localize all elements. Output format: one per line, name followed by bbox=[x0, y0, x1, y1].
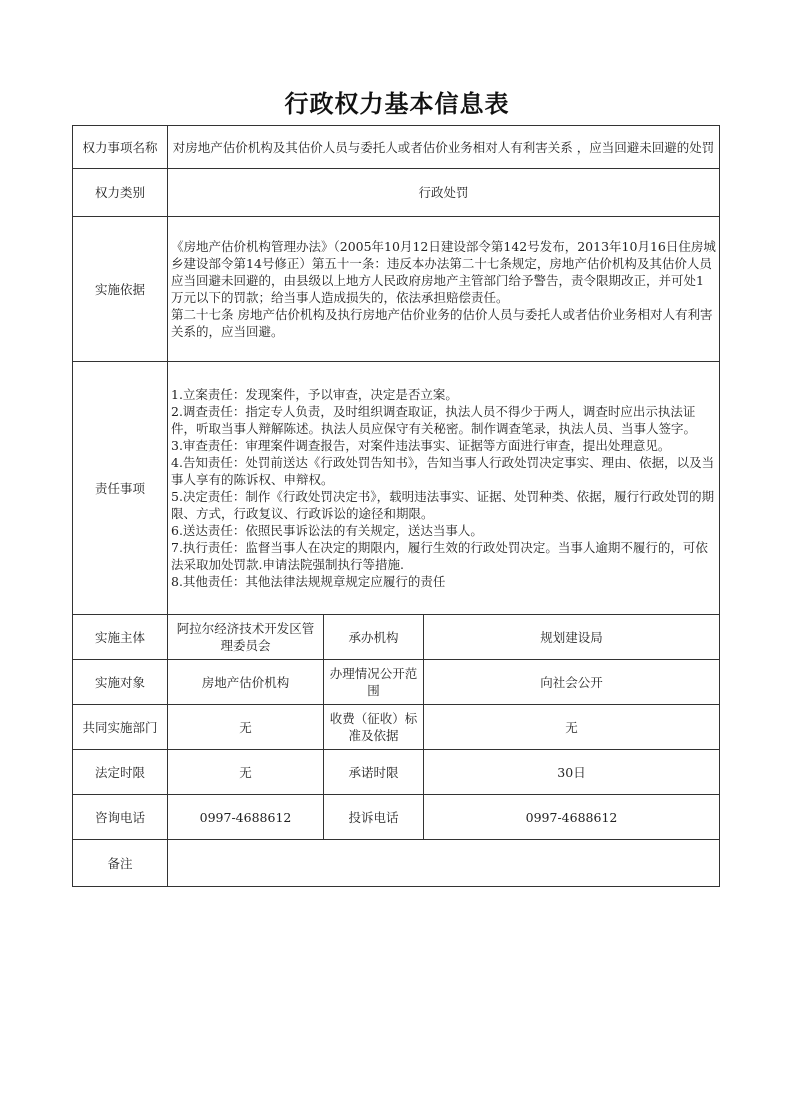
responsibility-item: 3.审查责任：审理案件调查报告，对案件违法事实、证据等方面进行审查，提出处理意见。 bbox=[171, 438, 671, 453]
responsibility-item: 2.调查责任：指定专人负责，及时组织调查取证，执法人员不得少于两人，调查时应出示执法证件，听取当事人辩解陈述。执法人员应保守有关秘密。制作调查笔录，执法人员、当事人签字。 bbox=[171, 404, 697, 436]
disclosure-value: 向社会公开 bbox=[424, 660, 720, 705]
agency-value: 规划建设局 bbox=[424, 615, 720, 660]
power-name-value: 对房地产估价机构及其估价人员与委托人或者估价业务相对人有利害关系 ，应当回避未回避的处罚 bbox=[168, 126, 720, 169]
responsibility-item: 8.其他责任：其他法律法规规章规定应履行的责任 bbox=[171, 574, 446, 589]
complaint-phone-label: 投诉电话 bbox=[324, 795, 424, 840]
joint-label: 共同实施部门 bbox=[73, 705, 168, 750]
promised-deadline-label: 承诺时限 bbox=[324, 750, 424, 795]
responsibility-item: 7.执行责任：监督当事人在决定的期限内，履行生效的行政处罚决定。当事人逾期不履行的，可依法采取加处罚款.申请法院强制执行等措施. bbox=[171, 540, 708, 572]
basis-paragraph: 《房地产估价机构管理办法》（2005年10月12日建设部令第142号发布，2013年10月16日住房城乡建设部令第14号修正）第五十一条：违反本办法第二十七条规定，房地产估价机构及其估价人员应当回避未回避的，由县级以上地方人民政府房地产主管部门给予警告，责令限期改正，并可处1万元以下的罚款；给当事人造成损失的，依法承担赔偿责任。 bbox=[171, 239, 716, 305]
power-name-label: 权力事项名称 bbox=[73, 126, 168, 169]
row-subject bbox=[73, 615, 720, 660]
row-power-type bbox=[73, 169, 720, 217]
row-note bbox=[73, 840, 720, 887]
row-phone bbox=[73, 795, 720, 840]
responsibilities-value bbox=[168, 362, 720, 615]
basis-label: 实施依据 bbox=[73, 217, 168, 362]
subject-value: 阿拉尔经济技术开发区管理委员会 bbox=[168, 615, 324, 660]
responsibility-item: 6.送达责任：依照民事诉讼法的有关规定，送达当事人。 bbox=[171, 523, 483, 538]
basis-value bbox=[168, 217, 720, 362]
disclosure-label: 办理情况公开范围 bbox=[324, 660, 424, 705]
power-type-label: 权力类别 bbox=[73, 169, 168, 217]
target-value: 房地产估价机构 bbox=[168, 660, 324, 705]
basis-paragraph: 第二十七条 房地产估价机构及执行房地产估价业务的估价人员与委托人或者估价业务相对人有利害关系的，应当回避。 bbox=[171, 307, 713, 339]
info-table bbox=[72, 125, 720, 887]
note-label: 备注 bbox=[73, 840, 168, 887]
row-deadline bbox=[73, 750, 720, 795]
row-joint bbox=[73, 705, 720, 750]
responsibility-item: 4.告知责任：处罚前送达《行政处罚告知书》，告知当事人行政处罚决定事实、理由、依据，以及当事人享有的陈诉权、申辩权。 bbox=[171, 455, 715, 487]
consult-phone-value: 0997-4688612 bbox=[168, 795, 324, 840]
agency-label: 承办机构 bbox=[324, 615, 424, 660]
note-value bbox=[168, 840, 720, 887]
fee-value: 无 bbox=[424, 705, 720, 750]
legal-deadline-label: 法定时限 bbox=[73, 750, 168, 795]
fee-label: 收费（征收）标准及依据 bbox=[324, 705, 424, 750]
responsibilities-label: 责任事项 bbox=[73, 362, 168, 615]
responsibility-item: 5.决定责任：制作《行政处罚决定书》，载明违法事实、证据、处罚种类、依据，履行行政处罚的期限、方式，行政复议、行政诉讼的途径和期限。 bbox=[171, 489, 715, 521]
power-type-value: 行政处罚 bbox=[168, 169, 720, 217]
row-power-name bbox=[73, 126, 720, 169]
promised-deadline-value: 30日 bbox=[424, 750, 720, 795]
row-responsibilities bbox=[73, 362, 720, 615]
responsibility-item: 1.立案责任：发现案件，予以审查，决定是否立案。 bbox=[171, 387, 458, 402]
row-basis bbox=[73, 217, 720, 362]
complaint-phone-value: 0997-4688612 bbox=[424, 795, 720, 840]
target-label: 实施对象 bbox=[73, 660, 168, 705]
subject-label: 实施主体 bbox=[73, 615, 168, 660]
joint-value: 无 bbox=[168, 705, 324, 750]
legal-deadline-value: 无 bbox=[168, 750, 324, 795]
page-title: 行政权力基本信息表 bbox=[284, 89, 510, 118]
consult-phone-label: 咨询电话 bbox=[73, 795, 168, 840]
row-target bbox=[73, 660, 720, 705]
